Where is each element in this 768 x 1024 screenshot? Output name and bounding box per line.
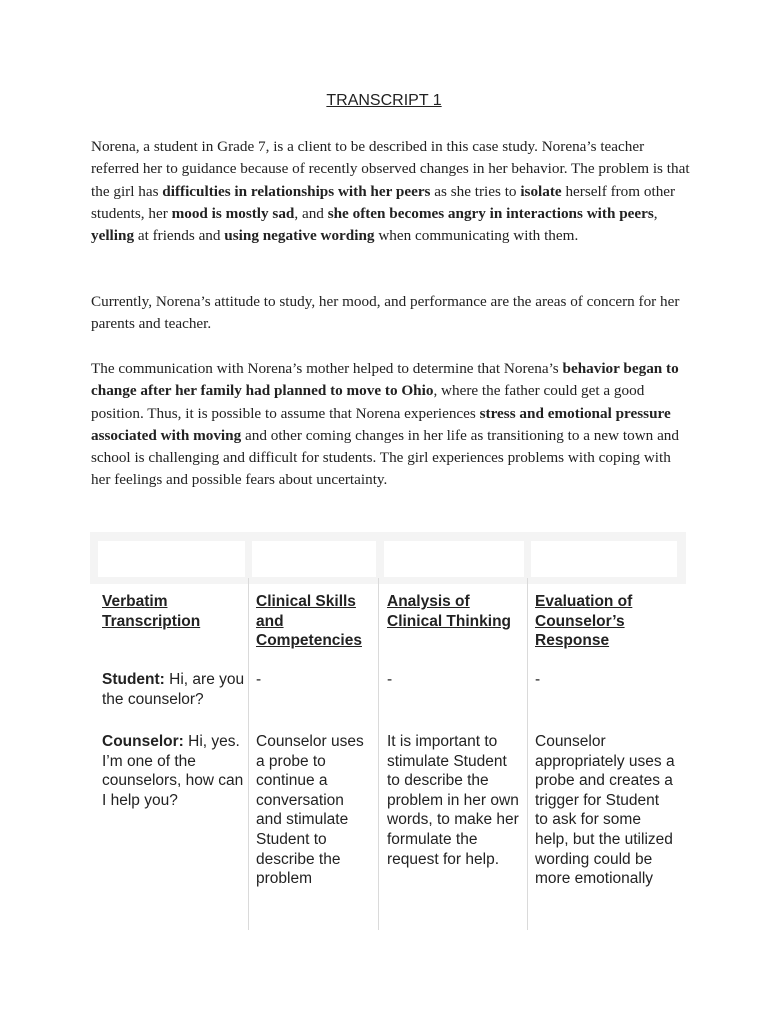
body-text: , where the father could get a good position. Thus, it is possible to assume that Norena experiences bbox=[91, 382, 645, 422]
column-divider bbox=[527, 578, 528, 930]
counselor-line bbox=[102, 732, 246, 810]
body-text: when communicating with them. bbox=[374, 227, 579, 245]
column-divider bbox=[378, 578, 379, 930]
column-divider bbox=[248, 578, 249, 930]
emphasis-text: isolate bbox=[520, 182, 562, 200]
body-text: and other coming changes in her life as transitioning to a new town and school is challenging and difficult for students. The girl experiences problems with coping with her feelings and possible fears about uncertainty. bbox=[91, 426, 679, 489]
header-evaluation: Evaluation of Counselor’s Response bbox=[535, 593, 633, 650]
column-analysis bbox=[387, 592, 523, 868]
emphasis-text: behavior began to change after her family had planned to move to Ohio bbox=[91, 360, 679, 400]
student-speech: Hi, are you the counselor? bbox=[102, 671, 245, 708]
header-verbatim: Verbatim Transcription bbox=[102, 593, 201, 630]
emphasis-text: mood is mostly sad bbox=[171, 204, 295, 222]
emphasis-text: difficulties in relationships with her peers bbox=[162, 182, 431, 200]
body-text: at friends and bbox=[134, 227, 225, 245]
skills-row2: Counselor uses a probe to continue a conversation and stimulate Student to describe the problem bbox=[256, 733, 364, 888]
evaluation-row1: - bbox=[535, 671, 541, 688]
body-text: , bbox=[653, 204, 658, 222]
body-text: Currently, Norena’s attitude to study, her mood, and performance are the areas of concern for her parents and teacher. bbox=[91, 293, 680, 333]
paragraph-mother-communication bbox=[91, 358, 691, 492]
emphasis-text: she often becomes angry in interactions with peers bbox=[327, 204, 654, 222]
emphasis-text: stress and emotional pressure associated with moving bbox=[91, 404, 671, 444]
document-title: TRANSCRIPT 1 bbox=[326, 92, 442, 109]
speaker-student: Student: bbox=[102, 671, 165, 688]
empty-cell bbox=[252, 541, 376, 577]
analysis-row1: - bbox=[387, 671, 393, 688]
paragraph-case-description bbox=[91, 136, 691, 247]
analysis-row2: It is important to stimulate Student to describe the problem in her own words, to make her formulate the request for help. bbox=[387, 733, 519, 868]
empty-cell bbox=[98, 541, 245, 577]
header-analysis: Analysis of Clinical Thinking bbox=[387, 593, 512, 630]
skills-row1: - bbox=[256, 671, 262, 688]
emphasis-text: using negative wording bbox=[224, 227, 375, 245]
table-empty-header-row bbox=[90, 532, 686, 584]
body-text: The communication with Norena’s mother helped to determine that Norena’s bbox=[91, 360, 563, 377]
emphasis-text: yelling bbox=[91, 227, 135, 245]
header-skills: Clinical Skills and Competencies bbox=[256, 593, 362, 650]
column-verbatim bbox=[102, 592, 246, 809]
body-text: as she tries to bbox=[430, 182, 521, 200]
body-text: , and bbox=[294, 204, 328, 222]
body-text: herself from other students, her bbox=[91, 182, 676, 222]
evaluation-row2: Counselor appropriately uses a probe and creates a trigger for Student to ask for some help, but the utilized wording could be more emotionally bbox=[535, 733, 675, 888]
speaker-counselor: Counselor: bbox=[102, 733, 184, 750]
empty-cell bbox=[531, 541, 677, 577]
empty-cell bbox=[384, 541, 524, 577]
student-line bbox=[102, 670, 246, 709]
column-evaluation bbox=[535, 592, 675, 888]
counselor-speech: Hi, yes. I’m one of the counselors, how can I help you? bbox=[102, 733, 244, 809]
column-skills bbox=[256, 592, 374, 888]
body-text: Norena, a student in Grade 7, is a client to be described in this case study. Norena’s teacher referred her to guidance because of recently observed changes in her behavior. The problem is that the girl has bbox=[91, 138, 690, 200]
paragraph-areas-of-concern bbox=[91, 291, 691, 336]
